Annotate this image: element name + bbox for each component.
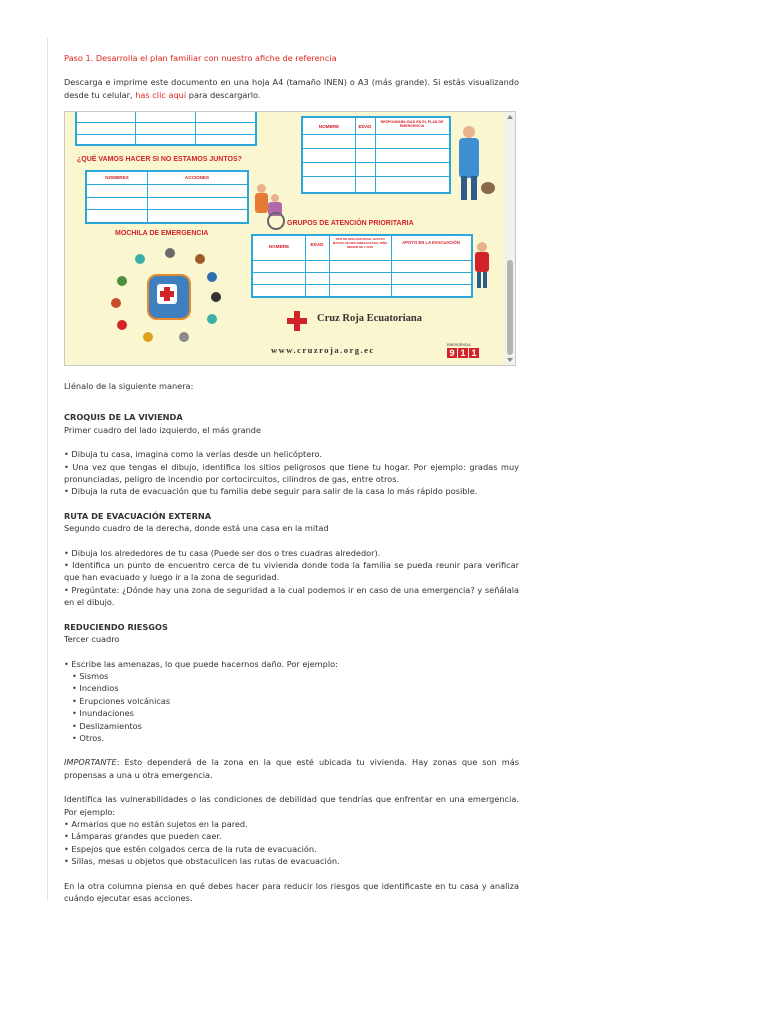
brand-url: www.cruzroja.org.ec xyxy=(271,345,375,355)
family-members-table: NOMBRE EDAD RESPONSABILIDAD EN EL PLAN DE EMERGENCIA xyxy=(301,116,451,194)
riesgos-heading: REDUCIENDO RIESGOS xyxy=(64,621,168,632)
threats-list xyxy=(64,670,519,744)
together-table: NOMBRES ACCIONES xyxy=(85,170,249,224)
croquis-item: • Dibuja la ruta de evacuación que tu familia debe seguir para salir de la casa lo más rápido posible. xyxy=(64,486,478,497)
riesgos-sub: Tercer cuadro xyxy=(64,634,120,645)
download-link[interactable]: has clic aquí xyxy=(135,89,187,100)
emergency-number: EMERGENCIA 9 1 1 xyxy=(447,343,479,358)
important-note: IMPORTANTE: Esto dependerá de la zona en la que esté ubicada tu vivienda. Hay zonas que son más propensas a una u otra emergencia. xyxy=(64,757,519,780)
fill-intro: Llénalo de la siguiente manera: xyxy=(64,381,194,391)
list-item: • Espejos que estén colgados cerca de la ruta de evacuación. xyxy=(64,843,317,854)
emergency-backpack-diagram xyxy=(95,240,243,350)
download-intro: Descarga e imprime este documento en una hoja A4 (tamaño INEN) o A3 (más grande). Si estás visualizando desde tu celular, has clic aquí para descargarlo. xyxy=(64,77,519,100)
list-item: • Deslizamientos xyxy=(72,720,142,731)
top-partial-table xyxy=(75,111,257,146)
ruta-sub: Segundo cuadro de la derecha, donde está una casa en la mitad xyxy=(64,523,329,534)
priority-groups-table: NOMBRE EDAD TIPO DE DISCAPACIDAD, ADULTO MAYOR, MUJER EMBARAZADA, NIÑO MENOR DE 1 AÑO APOYO EN LA EVACUACIÓN xyxy=(251,234,473,298)
ruta-heading: RUTA DE EVACUACIÓN EXTERNA xyxy=(64,510,212,521)
poster-title-mochila: MOCHILA DE EMERGENCIA xyxy=(115,230,209,237)
poster-title-grupos: GRUPOS DE ATENCIÓN PRIORITARIA xyxy=(287,220,414,227)
croquis-item: • Dibuja tu casa, imagina como la verías desde un helicóptero. xyxy=(64,449,322,460)
scroll-up-arrow-icon[interactable] xyxy=(507,115,513,119)
article-body xyxy=(64,52,519,101)
family-plan-poster xyxy=(64,111,516,366)
vulnerabilities-intro: Identifica las vulnerabilidades o las condiciones de debilidad que tendrías que enfrentar en una emergencia. Por ejemplo: xyxy=(64,794,519,817)
red-cross-icon xyxy=(287,311,307,331)
list-item: • Inundaciones xyxy=(72,708,134,719)
croquis-sub: Primer cuadro del lado izquierdo, el más grande xyxy=(64,424,262,435)
brand-name: Cruz Roja Ecuatoriana xyxy=(317,313,422,324)
list-item: • Incendios xyxy=(72,683,119,694)
list-item: • Armarios que no están sujetos en la pared. xyxy=(64,818,248,829)
ruta-item: • Pregúntate: ¿Dónde hay una zona de seguridad a la cual podemos ir en caso de una emergencia? y señálala en el dibujo. xyxy=(64,584,519,608)
croquis-heading: CROQUIS DE LA VIVIENDA xyxy=(64,412,183,423)
family-illustration xyxy=(455,116,495,206)
instructions-body xyxy=(64,380,519,904)
croquis-item: • Una vez que tengas el dibujo, identifica los sitios peligrosos que tiene tu hogar. Por ejemplo: gradas muy pronunciadas, peligro de incendio por cortocircuitos, cilindros de gas, entre otros. xyxy=(64,461,519,485)
closing-paragraph: En la otra columna piensa en qué debes hacer para reducir los riesgos que identificaste en tu casa y analiza cuándo ejecutar esas acciones. xyxy=(64,880,519,903)
list-item: • Sillas, mesas u objetos que obstaculicen las rutas de evacuación. xyxy=(64,856,340,867)
left-divider xyxy=(47,38,48,900)
list-item: • Erupciones volcánicas xyxy=(72,695,171,706)
step-title: Paso 1. Desarrolla el plan familiar con nuestro afiche de referencia xyxy=(64,53,337,63)
threats-intro: • Escribe las amenazas, lo que puede hacernos daño. Por ejemplo: xyxy=(64,658,338,669)
poster-title-together: ¿QUÉ VAMOS HACER SI NO ESTAMOS JUNTOS? xyxy=(77,156,242,163)
list-item: • Sismos xyxy=(72,670,109,681)
ruta-item: • Dibuja los alrededores de tu casa (Puede ser dos o tres cuadras alrededor). xyxy=(64,547,381,558)
scroll-down-arrow-icon[interactable] xyxy=(507,358,513,362)
list-item: • Otros. xyxy=(72,732,105,743)
ruta-item: • Identifica un punto de encuentro cerca de tu vivienda donde toda la familia se pueda reunir para verificar que han evacuado y luego ir a la zona de seguridad. xyxy=(64,560,519,583)
scroll-thumb[interactable] xyxy=(507,260,513,355)
image-scrollbar[interactable] xyxy=(505,112,515,365)
list-item: • Lámparas grandes que pueden caer. xyxy=(64,831,222,842)
child-illustration xyxy=(471,242,495,298)
